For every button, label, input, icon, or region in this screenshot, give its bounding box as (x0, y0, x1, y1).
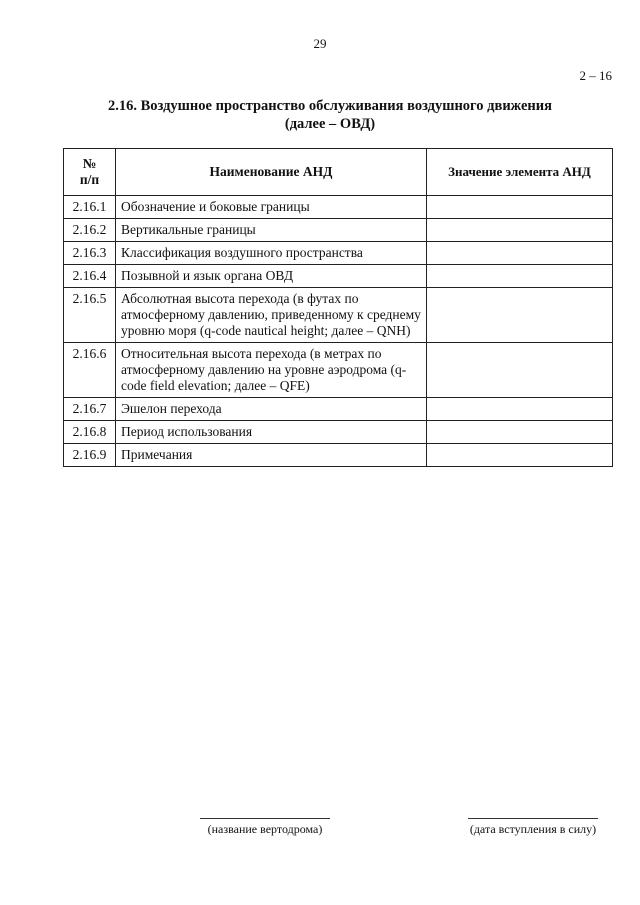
row-value (427, 219, 613, 242)
header-value: Значение элемента АНД (427, 149, 613, 196)
row-name: Период использования (116, 421, 427, 444)
row-number: 2.16.6 (64, 343, 116, 398)
ain-table (63, 148, 613, 467)
effective-date-caption: (дата вступления в силу) (469, 822, 597, 836)
header-name: Наименование АНД (116, 149, 427, 196)
row-name: Абсолютная высота перехода (в футах по атмосферному давлению, приведенному к среднему уровню моря (q-code nautical height; далее – QNH) (116, 288, 427, 343)
row-value (427, 265, 613, 288)
row-number: 2.16.7 (64, 398, 116, 421)
row-name: Классификация воздушного пространства (116, 242, 427, 265)
row-name: Вертикальные границы (116, 219, 427, 242)
heliport-name-signature (200, 818, 330, 837)
table-row (64, 196, 613, 219)
section-title-line-2: (далее – ОВД) (284, 116, 376, 132)
row-name: Эшелон перехода (116, 398, 427, 421)
row-name: Примечания (116, 444, 427, 467)
row-value (427, 288, 613, 343)
effective-date-signature (468, 818, 598, 837)
row-value (427, 343, 613, 398)
document-code: 2 – 16 (579, 68, 612, 83)
row-number: 2.16.9 (64, 444, 116, 467)
header-number-symbol: № (82, 156, 97, 171)
row-value (427, 398, 613, 421)
table-row (64, 444, 613, 467)
row-number: 2.16.4 (64, 265, 116, 288)
table-row (64, 219, 613, 242)
row-number: 2.16.3 (64, 242, 116, 265)
row-number: 2.16.2 (64, 219, 116, 242)
row-number: 2.16.8 (64, 421, 116, 444)
table-row (64, 265, 613, 288)
row-number: 2.16.5 (64, 288, 116, 343)
signature-line (200, 818, 330, 819)
section-title (60, 97, 600, 133)
signature-line (468, 818, 598, 819)
table-row (64, 343, 613, 398)
row-value (427, 242, 613, 265)
header-number-sub: п/п (79, 172, 100, 187)
table-header-row (64, 149, 613, 196)
page-number: 29 (313, 36, 327, 51)
table-row (64, 398, 613, 421)
table-row (64, 242, 613, 265)
row-name: Относительная высота перехода (в метрах по атмосферному давлению на уровне аэродрома (q-code field elevation; далее – QFE) (116, 343, 427, 398)
row-value (427, 444, 613, 467)
section-title-line-1: 2.16. Воздушное пространство обслуживания воздушного движения (107, 98, 552, 114)
table-row (64, 421, 613, 444)
header-number (64, 149, 116, 196)
row-value (427, 196, 613, 219)
table-row (64, 288, 613, 343)
row-number: 2.16.1 (64, 196, 116, 219)
row-name: Обозначение и боковые границы (116, 196, 427, 219)
row-name: Позывной и язык органа ОВД (116, 265, 427, 288)
heliport-name-caption: (название вертодрома) (207, 822, 323, 836)
row-value (427, 421, 613, 444)
